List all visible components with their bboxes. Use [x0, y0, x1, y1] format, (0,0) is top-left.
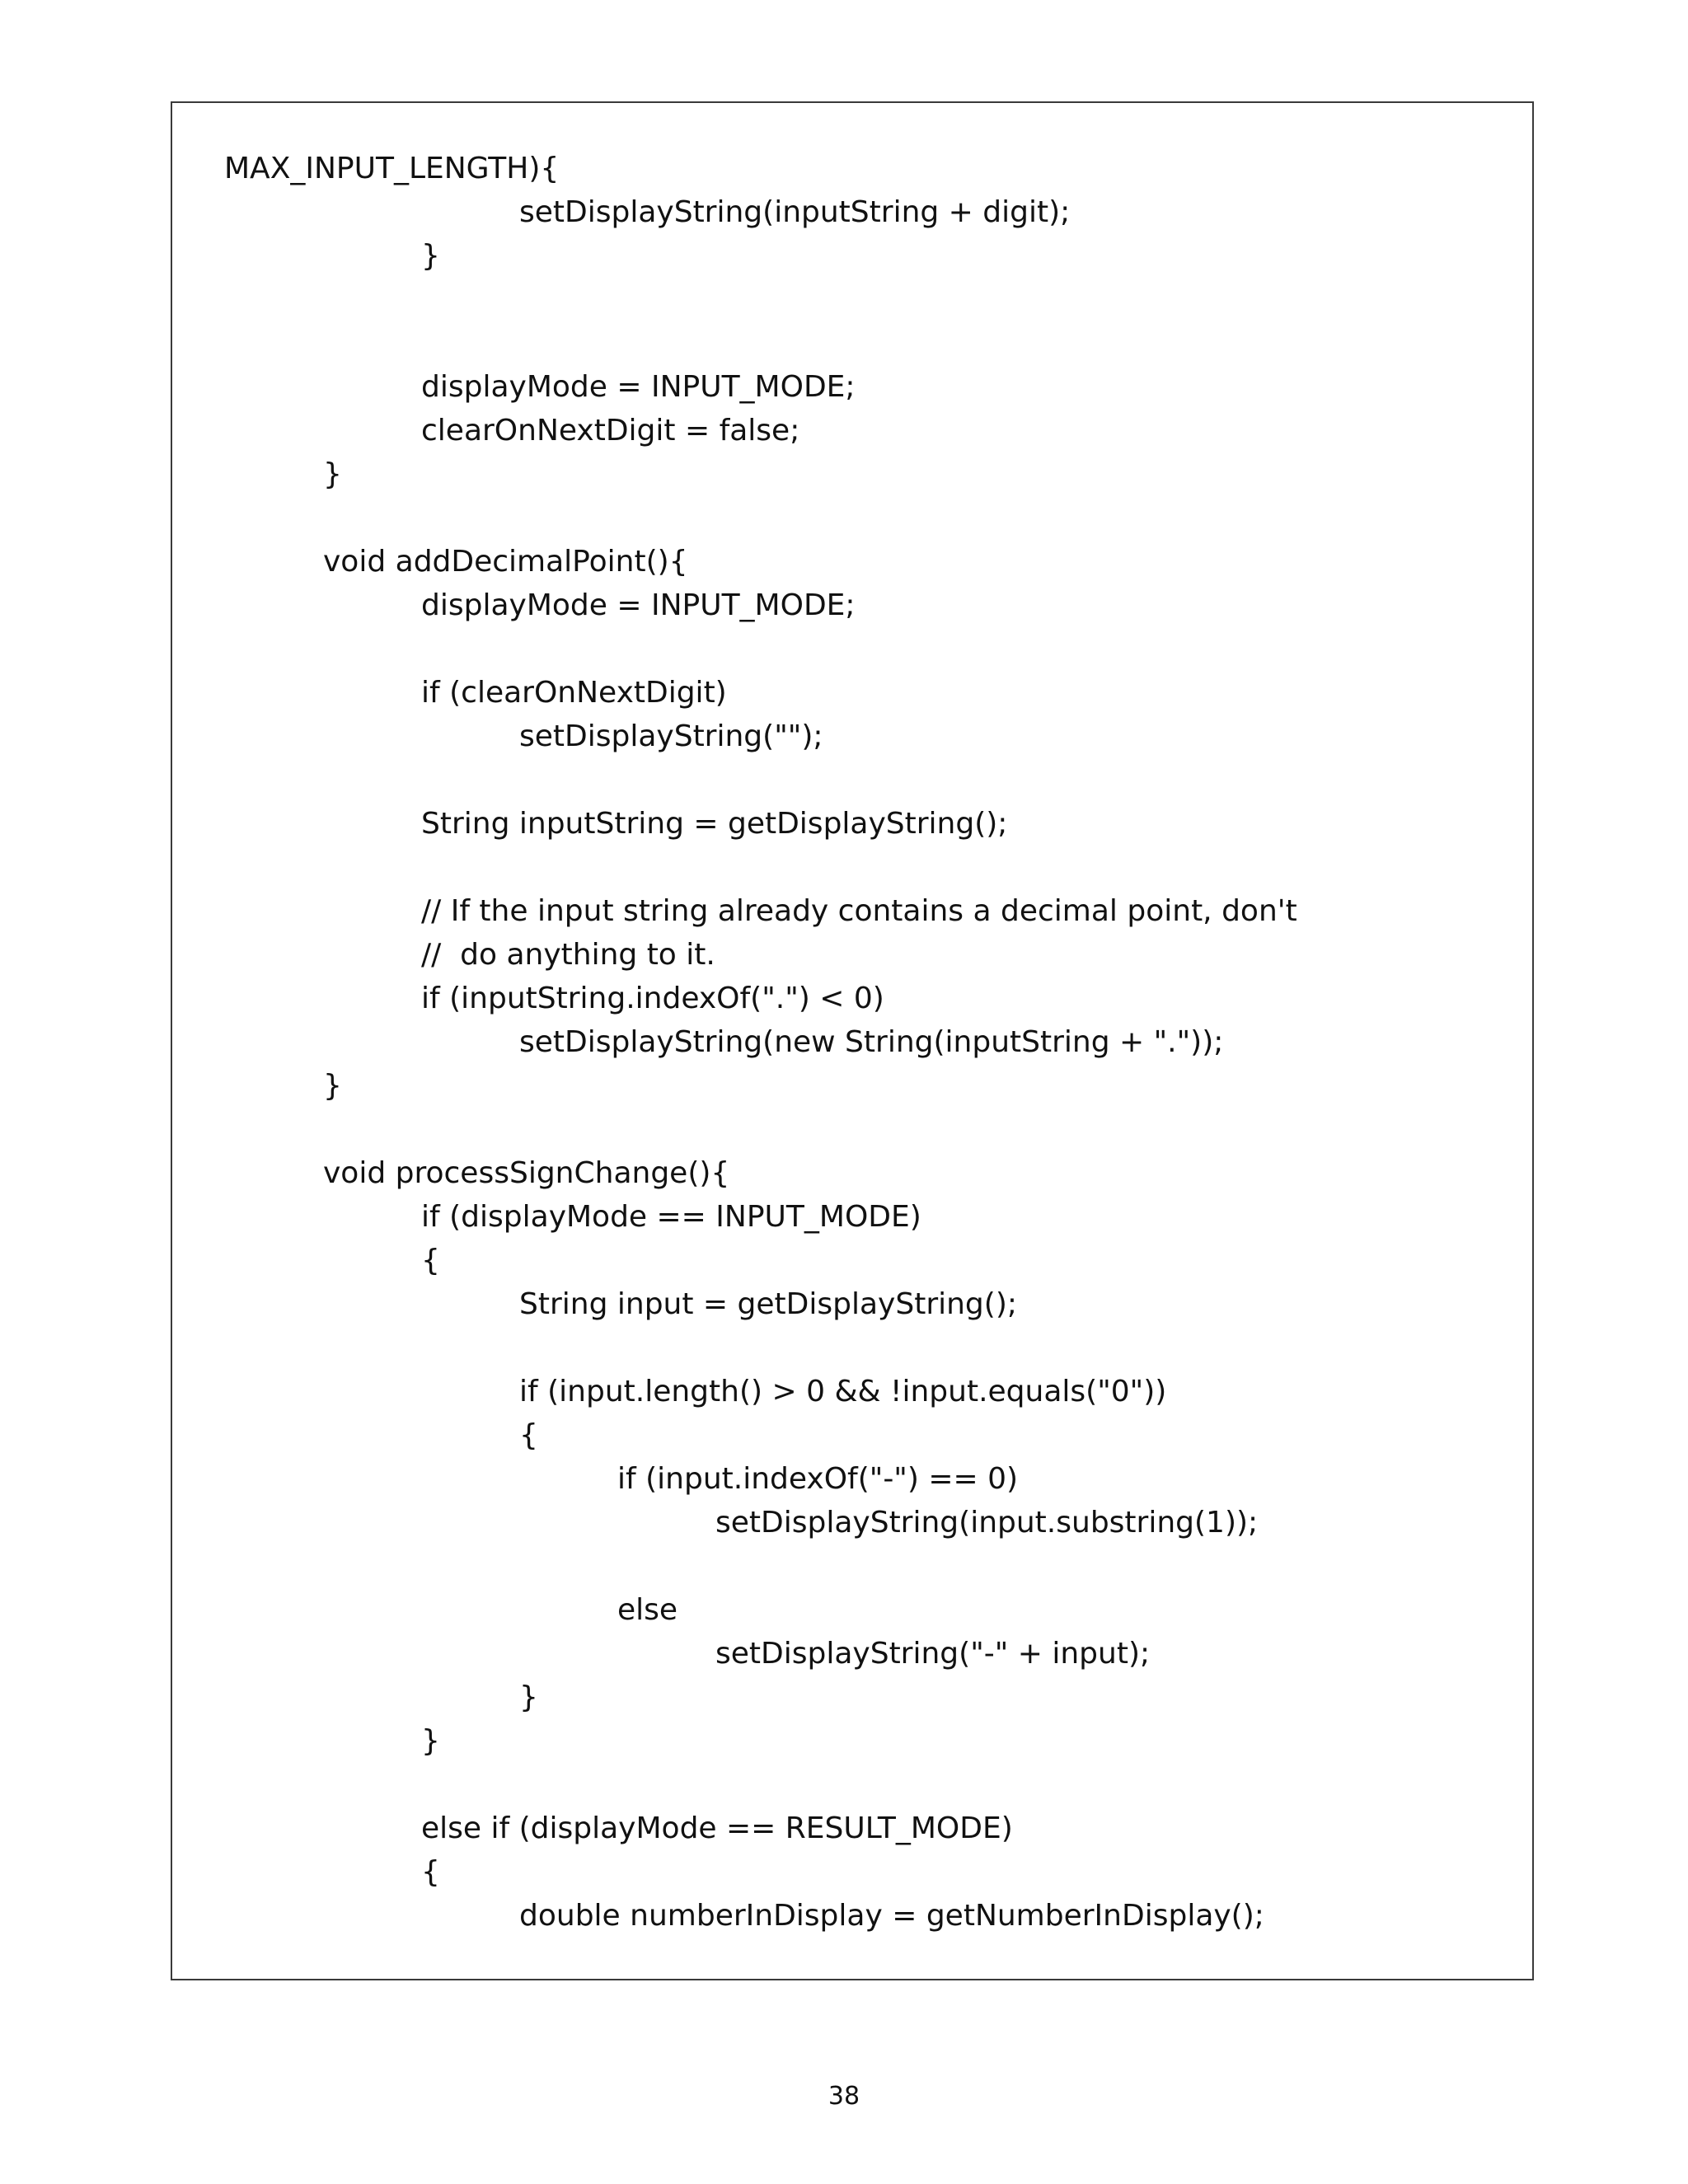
code-line: void processSignChange(){ [323, 1156, 730, 1190]
code-line: if (displayMode == INPUT_MODE) [421, 1200, 921, 1234]
code-line: } [519, 1680, 538, 1714]
code-line: MAX_INPUT_LENGTH){ [224, 152, 560, 185]
code-line: } [421, 239, 440, 273]
code-line: if (clearOnNextDigit) [421, 676, 727, 710]
code-line: else if (displayMode == RESULT_MODE) [421, 1811, 1013, 1845]
code-line: } [323, 1069, 342, 1103]
code-line: { [421, 1855, 440, 1889]
code-line: setDisplayString(inputString + digit); [519, 195, 1071, 229]
code-line: displayMode = INPUT_MODE; [421, 370, 856, 404]
code-line: void addDecimalPoint(){ [323, 545, 688, 579]
code-line: if (input.indexOf("-") == 0) [617, 1462, 1019, 1496]
code-line: // do anything to it. [421, 938, 715, 972]
code-line: if (input.length() > 0 && !input.equals("0")) [519, 1375, 1167, 1408]
code-listing-frame [171, 101, 1534, 1980]
code-line: } [323, 457, 342, 491]
code-line: setDisplayString(""); [519, 719, 823, 753]
code-line: { [421, 1244, 440, 1277]
code-line: if (inputString.indexOf(".") < 0) [421, 982, 884, 1015]
code-line: // If the input string already contains a decimal point, don't [421, 894, 1297, 928]
code-line: String input = getDisplayString(); [519, 1287, 1018, 1321]
code-line: setDisplayString("-" + input); [715, 1637, 1151, 1671]
code-line: clearOnNextDigit = false; [421, 414, 800, 448]
code-line: double numberInDisplay = getNumberInDisplay(); [519, 1899, 1264, 1933]
page-number: 38 [828, 2082, 860, 2111]
code-listing [172, 103, 1532, 1979]
code-line: } [421, 1724, 440, 1758]
code-line: String inputString = getDisplayString(); [421, 807, 1008, 841]
code-line: else [617, 1593, 678, 1627]
code-line: setDisplayString(new String(inputString + ".")); [519, 1025, 1224, 1059]
code-line: { [519, 1418, 538, 1452]
code-line: displayMode = INPUT_MODE; [421, 588, 856, 622]
code-line: setDisplayString(input.substring(1)); [715, 1506, 1259, 1540]
